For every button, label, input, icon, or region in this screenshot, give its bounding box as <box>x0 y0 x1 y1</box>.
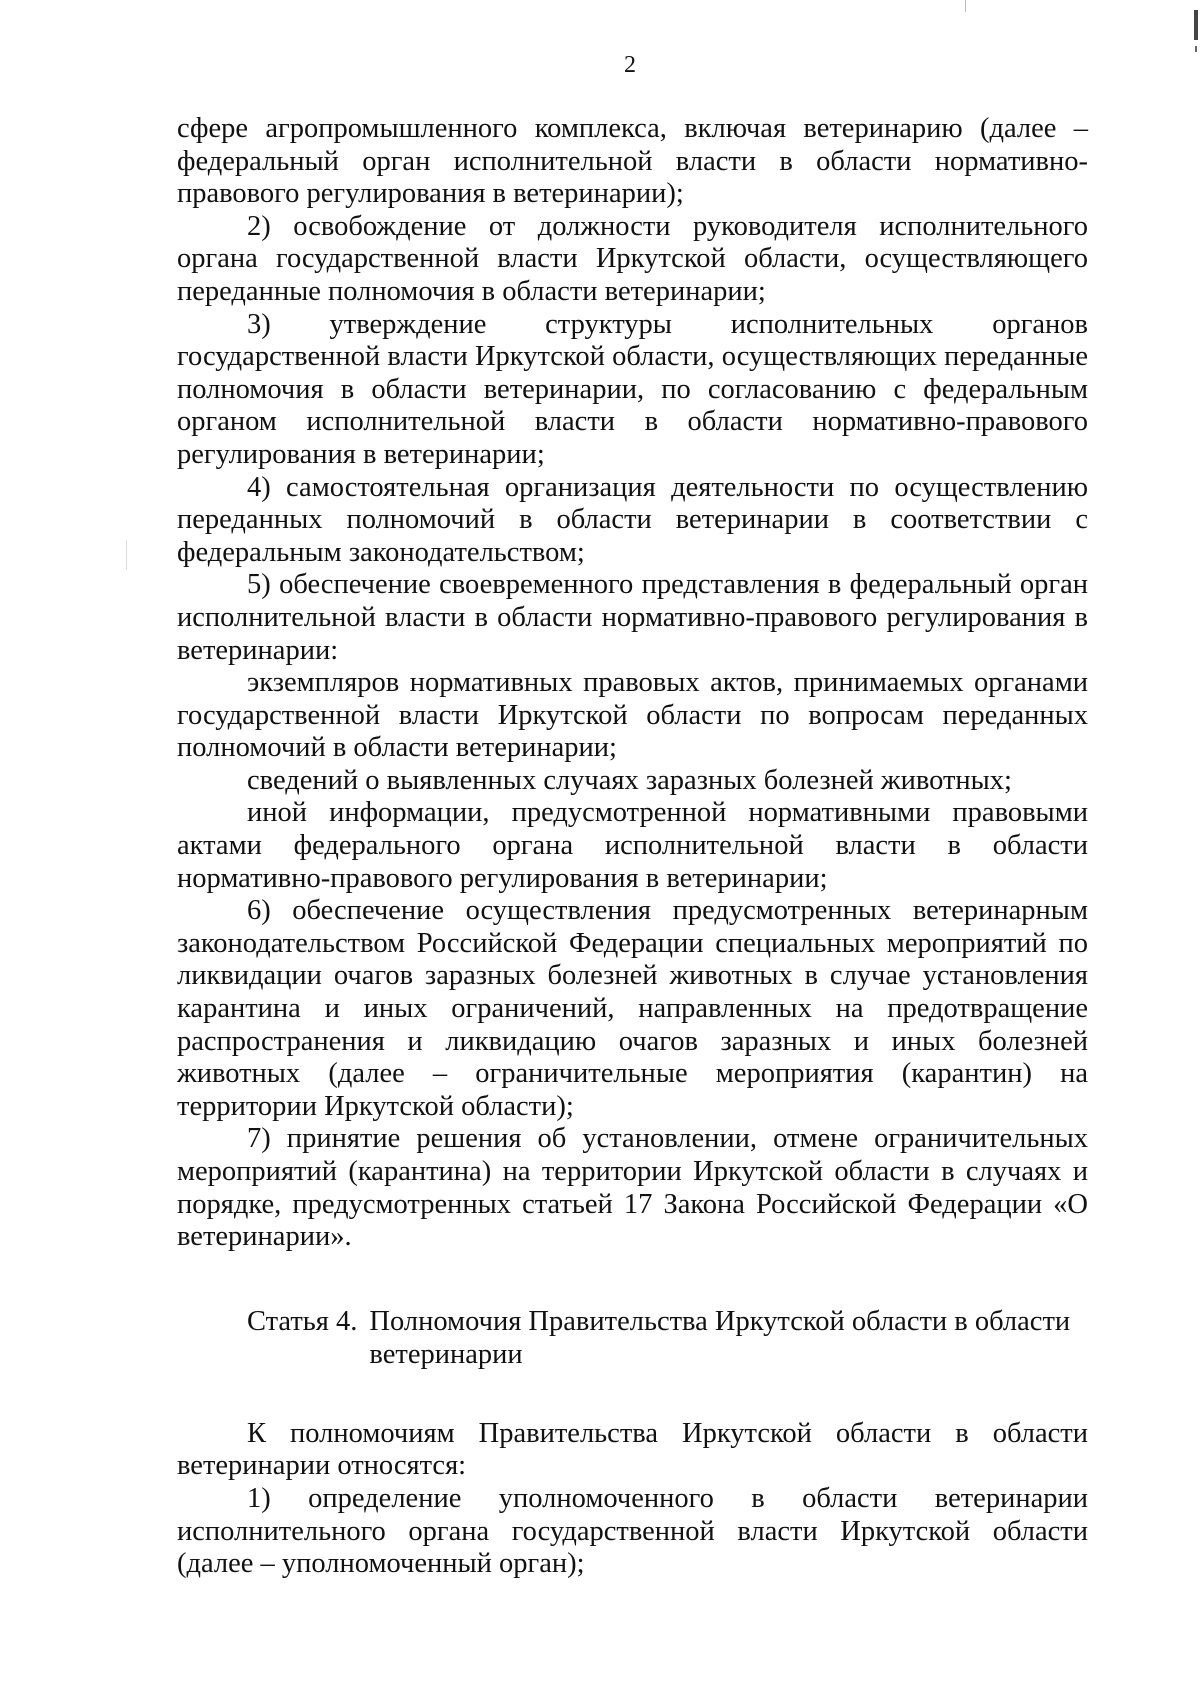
scan-artifact <box>1194 10 1198 40</box>
page-number: 2 <box>624 52 636 78</box>
paragraph: сведений о выявленных случаях заразных болезней животных; <box>247 764 1012 796</box>
paragraph: экземпляров нормативных правовых актов, принимаемых органами государственной власти Иркутской области по вопросам переданных полномочий в области ветеринарии; <box>177 667 1088 764</box>
scan-artifact <box>965 0 966 12</box>
paragraph: 1) определение уполномоченного в области ветеринарии исполнительного органа государственной власти Иркутской области (далее – уполномоченный орган); <box>177 1482 1088 1580</box>
article-heading-label: Статья 4. <box>247 1305 358 1337</box>
paragraph: 7) принятие решения об установлении, отмене ограничительных мероприятий (карантина) на территории Иркутской области в случаях и порядке, предусмотренных статьей 17 Закона Российской Федерации «О ветеринарии». <box>177 1123 1088 1253</box>
paragraph: К полномочиям Правительства Иркутской области в области ветеринарии относятся: <box>177 1417 1088 1482</box>
scan-artifact <box>126 540 127 570</box>
paragraph: 6) обеспечение осуществления предусмотренных ветеринарным законодательством Российской Федерации специальных мероприятий по ликвидации очагов заразных болезней животных в случае установления карантина и иных ограничений, направленных на предотвращение распространения и ликвидацию очагов заразных и иных болезней животных (далее – ограничительные мероприятия (карантин) на территории Иркутской области); <box>177 895 1088 1122</box>
article-heading-title: Полномочия Правительства Иркутской области в области ветеринарии <box>369 1305 1071 1370</box>
paragraph: 3) утверждение структуры исполнительных органов государственной власти Иркутской области, осуществляющих переданные полномочия в области ветеринарии, по согласованию с федеральным органом исполнительной власти в области нормативно-правового регулирования в ветеринарии; <box>177 308 1088 470</box>
paragraph: 2) освобождение от должности руководителя исполнительного органа государственной власти Иркутской области, осуществляющего переданные полномочия в области ветеринарии; <box>177 210 1088 307</box>
paragraph: 5) обеспечение своевременного представления в федеральный орган исполнительной власти в области нормативно-правового регулирования в ветеринарии: <box>177 569 1088 666</box>
paragraph: 4) самостоятельная организация деятельности по осуществлению переданных полномочий в области ветеринарии в соответствии с федеральным законодательством; <box>177 471 1088 568</box>
article-heading <box>177 1305 1088 1371</box>
paragraph: сфере агропромышленного комплекса, включая ветеринарию (далее – федеральный орган исполнительной власти в области нормативно-правового регулирования в ветеринарии); <box>177 113 1088 210</box>
paragraph: иной информации, предусмотренной нормативными правовыми актами федерального органа исполнительной власти в области нормативно-правового регулирования в ветеринарии; <box>177 797 1088 894</box>
document-body <box>177 113 1088 1581</box>
